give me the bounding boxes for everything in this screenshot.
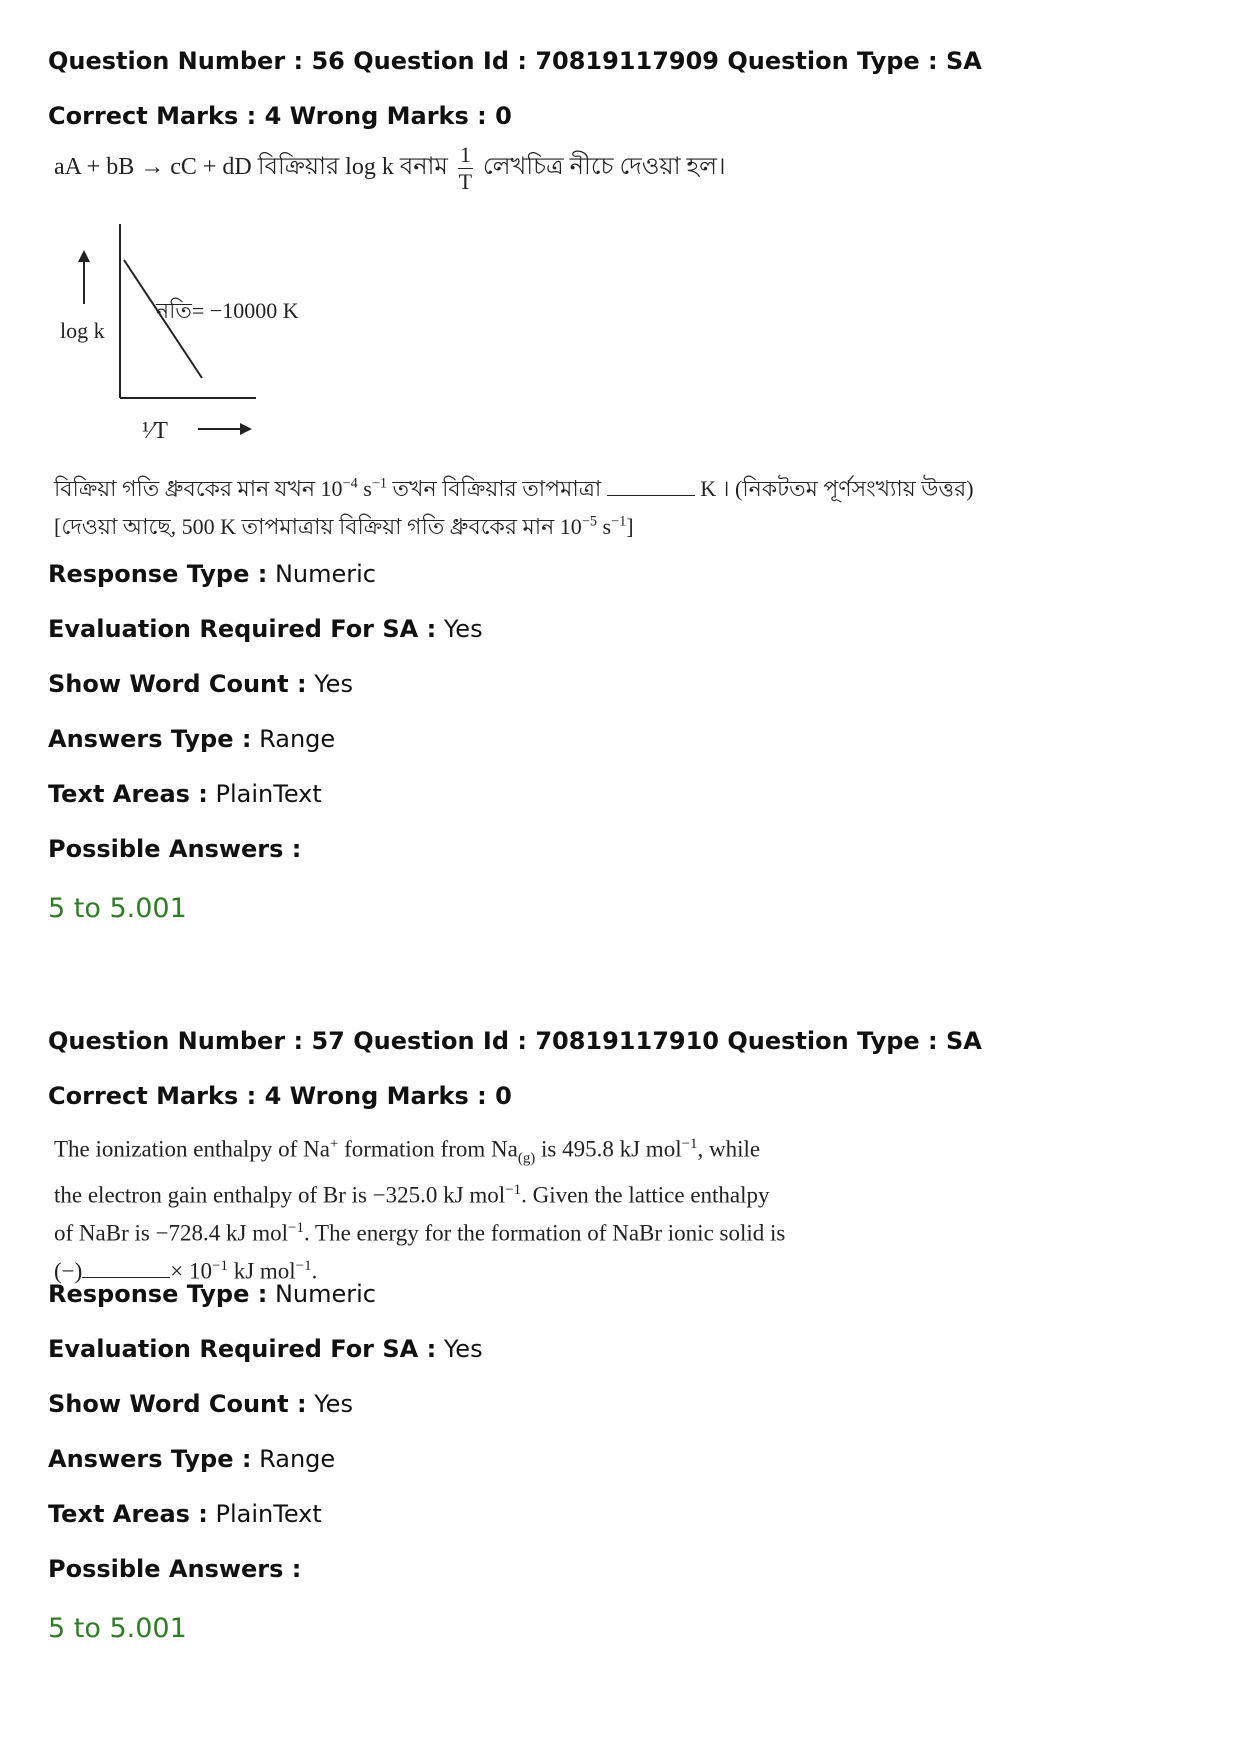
stem-reaction: aA + bB → cC + dD বিক্রিয়ার log k বনাম [54, 154, 448, 181]
marks-line: Correct Marks : 4 Wrong Marks : 0 [48, 1082, 512, 1110]
field-answers-type: Answers Type : Range [48, 1445, 336, 1473]
logk-vs-inverse-T-graph [56, 224, 316, 464]
field-answers-type: Answers Type : Range [48, 725, 336, 753]
field-possible-answers: Possible Answers : [48, 1555, 302, 1583]
body-text: তখন বিক্রিয়ার তাপমাত্রা [387, 476, 602, 501]
y-arrow-head [78, 250, 90, 262]
unit-text: s [602, 514, 612, 539]
stem-line-4: (−) × $10^{-1}$ kJ mol$^{-1}$. [54, 1257, 318, 1284]
unit-text: s [357, 476, 372, 501]
body-text: বিক্রিয়া গতি ধ্রুবকের মান যখন 10 [54, 476, 343, 501]
graph-xlabel: ¹⁄T [142, 418, 168, 444]
exponent: −5 [581, 513, 597, 530]
body-text: [দেওয়া আছে, 500 K তাপমাত্রায় বিক্রিয়া গতি ধ্রুবকের মান 10 [54, 514, 582, 539]
marks-line: Correct Marks : 4 Wrong Marks : 0 [48, 102, 512, 130]
stem-tail: লেখচিত্র নীচে দেওয়া হল। [482, 154, 726, 181]
stem-line-2: the electron gain enthalpy of Br is −325.0 kJ mol$^{-1}$. Given the lattice enthalpy [54, 1182, 770, 1208]
x-arrow-head [240, 423, 252, 435]
field-evaluation-required: Evaluation Required For SA : Yes [48, 1335, 483, 1363]
question-header: Question Number : 57 Question Id : 70819117910 Question Type : SA [48, 1027, 982, 1055]
question-body-line-1 [54, 472, 974, 509]
field-evaluation-required: Evaluation Required For SA : Yes [48, 615, 483, 643]
question-header: Question Number : 56 Question Id : 70819117909 Question Type : SA [48, 47, 982, 75]
exponent: −1 [371, 475, 388, 492]
fraction-numerator: 1 [459, 142, 471, 167]
question-stem [54, 144, 726, 193]
graph-ylabel: log k [60, 318, 105, 343]
field-text-areas: Text Areas : PlainText [48, 1500, 322, 1528]
field-show-word-count: Show Word Count : Yes [48, 1390, 353, 1418]
exponent: −4 [342, 475, 358, 492]
stem-line-1: The ionization enthalpy of Na+ formation from $Na_{(g)}$ is 495.8 kJ mol$^{-1}$, while [54, 1136, 761, 1167]
fraction-denominator: T [458, 169, 473, 194]
field-response-type: Response Type : Numeric [48, 560, 376, 588]
field-response-type: Response Type : Numeric [48, 1280, 376, 1308]
body-text: K । (নিকটতম পূর্ণসংখ্যায় উত্তর) [700, 476, 974, 501]
possible-answer-value: 5 to 5.001 [48, 893, 187, 924]
graph-slope-label: নতি= −10000 K [156, 298, 299, 323]
exponent: −1 [611, 513, 627, 530]
possible-answer-value: 5 to 5.001 [48, 1613, 187, 1644]
fraction-1-over-T [458, 144, 473, 193]
question-body-line-2 [54, 510, 634, 547]
answer-blank [607, 477, 695, 496]
field-show-word-count: Show Word Count : Yes [48, 670, 353, 698]
answer-blank [82, 1259, 170, 1278]
body-text: ] [626, 514, 634, 539]
stem-line-3: of NaBr is −728.4 kJ mol$^{-1}$. The energy for the formation of NaBr ionic solid is [54, 1219, 786, 1246]
field-possible-answers: Possible Answers : [48, 835, 302, 863]
question-stem [54, 1128, 944, 1287]
field-text-areas: Text Areas : PlainText [48, 780, 322, 808]
